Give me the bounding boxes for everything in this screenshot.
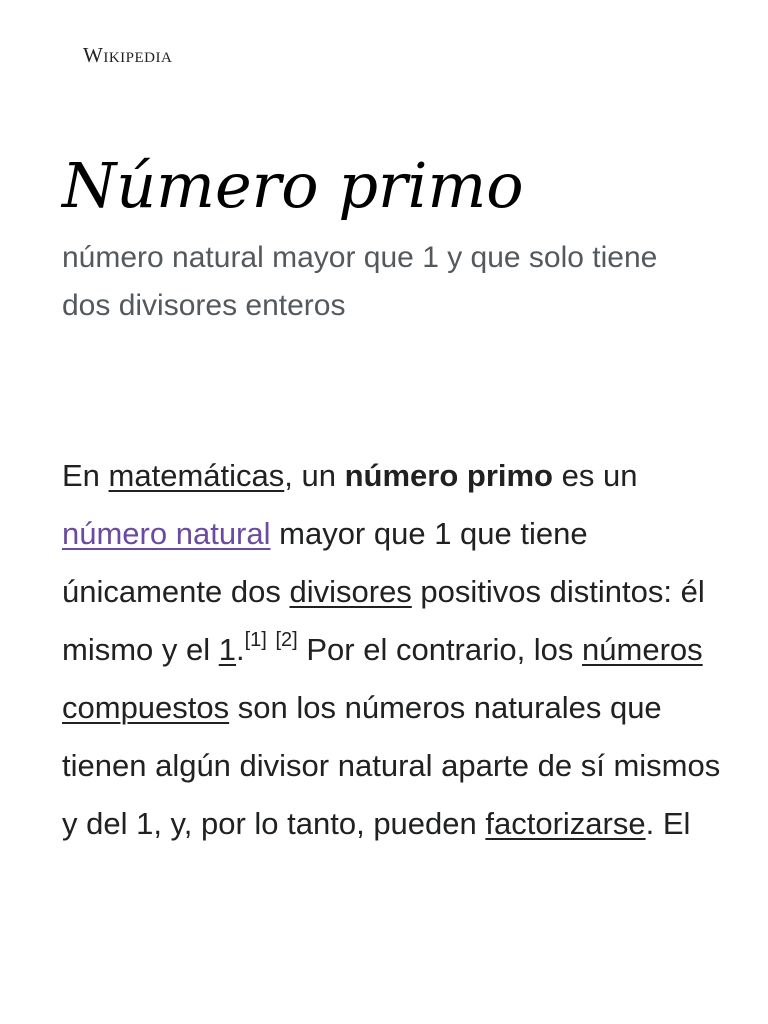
link-divisores[interactable]: divisores xyxy=(289,574,412,609)
link-numeros-compuestos[interactable]: números compuestos xyxy=(62,632,703,725)
paragraph-text: En xyxy=(62,458,109,493)
paragraph-text: positivos distintos: él mismo y el xyxy=(62,574,705,667)
reference-2-link[interactable]: [2] xyxy=(275,629,298,651)
paragraph-text: . xyxy=(236,632,245,667)
link-numero-natural[interactable]: número natural xyxy=(62,516,271,551)
paragraph-text: mayor que 1 que tiene únicamente dos xyxy=(62,516,588,609)
page-title: Número primo xyxy=(62,149,524,222)
page-description: número natural mayor que 1 y que solo tiene dos divisores enteros xyxy=(62,241,658,322)
link-matematicas[interactable]: matemáticas xyxy=(108,458,285,493)
bold-term: número primo xyxy=(344,458,553,493)
reference-1[interactable] xyxy=(245,629,267,651)
paragraph-text: es un xyxy=(553,458,638,493)
link-factorizarse[interactable]: factorizarse xyxy=(485,806,646,841)
paragraph-text: Por el contrario, los xyxy=(297,632,583,667)
paragraph-text: . El xyxy=(645,806,691,841)
paragraph-text: son los números naturales que tienen algún divisor natural aparte de sí mismos y del 1, y, por lo tanto, pueden xyxy=(62,690,721,841)
article-paragraph xyxy=(62,447,722,853)
link-uno[interactable]: 1 xyxy=(218,632,236,667)
reference-1-link[interactable]: [1] xyxy=(244,629,267,651)
paragraph-text: , un xyxy=(284,458,345,493)
wikipedia-wordmark[interactable]: Wikipedia xyxy=(83,43,173,67)
reference-2[interactable] xyxy=(276,629,298,651)
